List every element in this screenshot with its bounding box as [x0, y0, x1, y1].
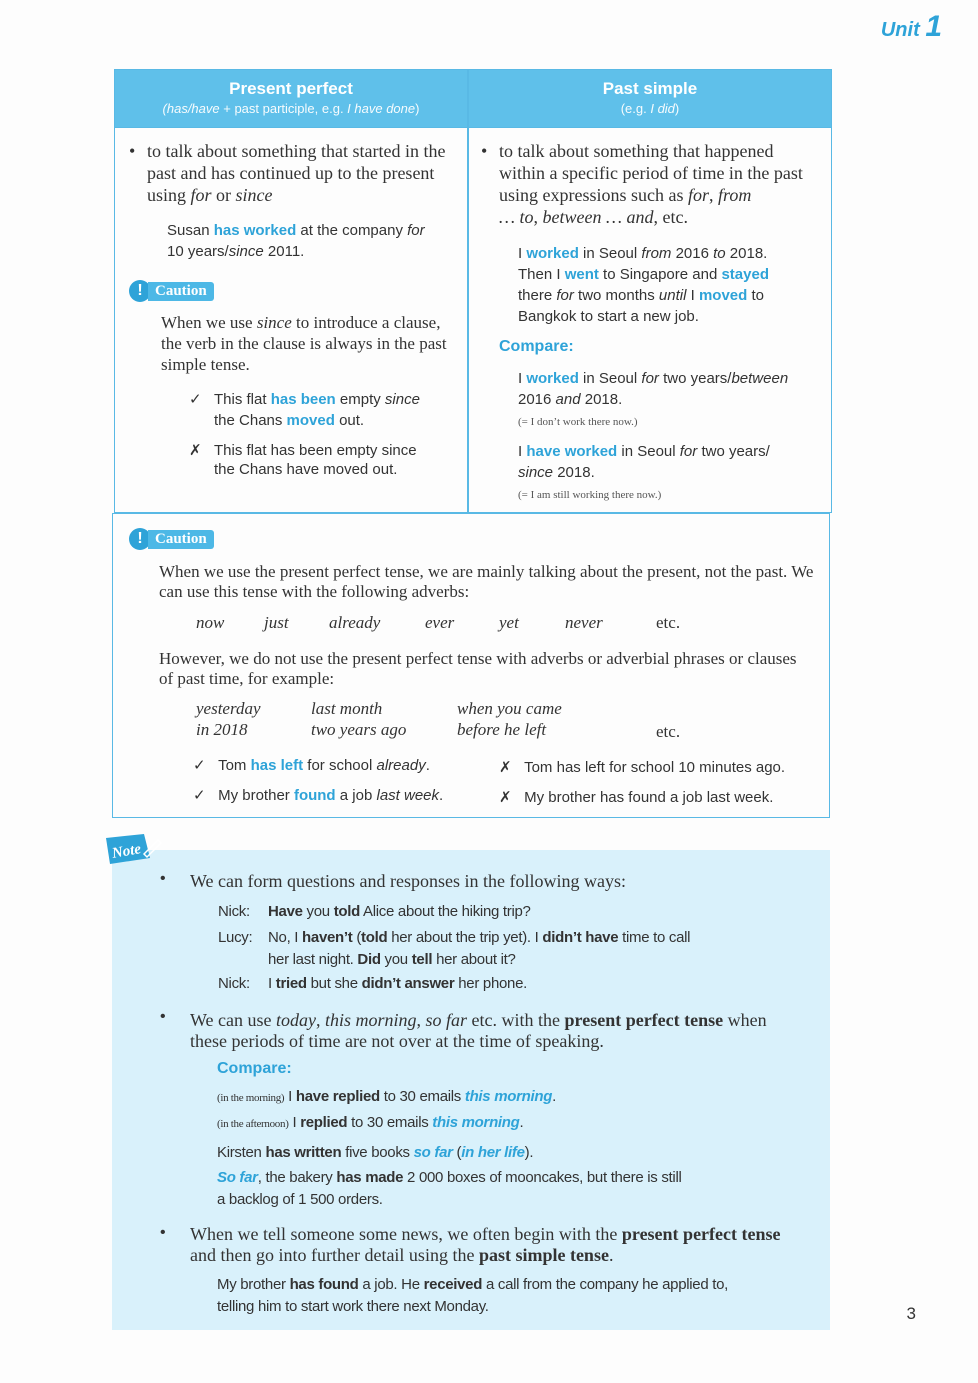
dialogue-speaker-nick-2: Nick: — [218, 975, 250, 992]
past-time-col-1: yesterday in 2018 — [196, 699, 261, 739]
correct-example: ✓ This flat has been empty since the Chans moved out. — [189, 391, 420, 429]
caution-text: When we use since to introduce a clause, the verb in the clause is always in the past simple tense. — [161, 313, 447, 374]
note-brother-example: My brother has found a job. He received a call from the company he applied to, telling him to start work there next Monday. — [217, 1276, 729, 1315]
note-kirsten-example: Kirsten has written five books so far (in her life). — [217, 1144, 534, 1161]
dialogue-speaker-lucy: Lucy: — [218, 929, 253, 946]
tense-comparison-table — [114, 69, 832, 513]
right-bullet: • to talk about something that happened within a specific period of time in the past using expressions such as for, from … to, between … and, etc. — [481, 141, 803, 227]
right-compare-1: I worked in Seoul for two years/between 2016 and 2018. (= I don’t work there now.) — [518, 370, 789, 428]
svg-text:Note: Note — [110, 841, 143, 862]
adverb-already: already — [329, 613, 381, 632]
right-compare-2: I have worked in Seoul for two years/ since 2018. (= I am still working there now.) — [518, 443, 770, 501]
note-pencil-icon — [104, 832, 162, 866]
cross-icon: ✗ — [499, 759, 512, 776]
adverb-now: now — [196, 613, 225, 632]
note-compare-1: (in the morning) I have replied to 30 emails this morning. — [217, 1088, 556, 1105]
present-perfect-header: Present perfect (has/have + past participle, e.g. I have done) — [115, 70, 467, 127]
caution-badge: ! Caution — [129, 528, 214, 550]
caution-para-2: However, we do not use the present perfect tense with adverbs or adverbial phrases or clauses of past time, for example: — [159, 649, 797, 688]
past-time-col-2: last month two years ago — [311, 699, 407, 739]
adverb-never: never — [565, 613, 603, 632]
note-bullet-3: When we tell someone some news, we often begin with the present perfect tense and then go into further detail using the past simple tense. — [190, 1224, 781, 1265]
caution-para-1: When we use the present perfect tense, we are mainly talking about the present, not the past. We can use this tense with the following adverbs: — [159, 562, 814, 601]
dialogue-speaker-nick-1: Nick: — [218, 903, 250, 920]
adverb-just: just — [264, 613, 289, 632]
dialogue-line-nick-2: I tried but she didn’t answer her phone. — [268, 975, 527, 992]
left-bullet: • to talk about something that started in the past and has continued up to the present using for or since — [129, 141, 446, 205]
past-time-col-3: when you came before he left — [457, 699, 562, 739]
right-example: I worked in Seoul from 2016 to 2018. Then I went to Singapore and stayed there for two months until I moved to Bangkok to start a new job. — [518, 245, 769, 325]
note-compare-2: (in the afternoon) I replied to 30 emails this morning. — [217, 1114, 524, 1131]
exclamation-icon: ! — [129, 280, 151, 302]
check-icon: ✓ — [189, 391, 202, 408]
bad-example-2: ✗ My brother has found a job last week. — [499, 789, 774, 806]
past-simple-header: Past simple (e.g. I did) — [469, 70, 831, 127]
bad-example-1: ✗ Tom has left for school 10 minutes ago. — [499, 759, 786, 776]
caution-box — [112, 513, 830, 818]
adverbs-etc: etc. — [656, 613, 681, 632]
note-compare-label: Compare: — [217, 1060, 292, 1077]
ok-example-2: ✓ My brother found a job last week. — [193, 787, 444, 804]
left-example: Susan has worked at the company for 10 years/since 2011. — [167, 222, 425, 260]
wrong-example: ✗ This flat has been empty since the Chans have moved out. — [189, 442, 417, 478]
note-bullet-1: We can form questions and responses in the following ways: — [190, 871, 626, 891]
note-bakery-example: So far, the bakery has made 2 000 boxes of mooncakes, but there is still a backlog of 1 500 orders. — [217, 1169, 682, 1208]
note-bullet-2: We can use today, this morning, so far etc. with the present perfect tense when these periods of time are not over at the time of speaking. — [190, 1010, 767, 1051]
ok-example-1: ✓ Tom has left for school already. — [193, 757, 430, 774]
cross-icon: ✗ — [189, 442, 202, 459]
caution-badge: ! Caution — [129, 280, 214, 302]
dialogue-line-nick-1: Have you told Alice about the hiking trip? — [268, 903, 531, 920]
check-icon: ✓ — [193, 787, 206, 804]
dialogue-line-lucy: No, I haven’t (told her about the trip yet). I didn’t have time to call her last night. Did you tell her about it? — [268, 929, 691, 968]
page-number: 3 — [906, 1304, 916, 1323]
adverb-yet: yet — [499, 613, 519, 632]
exclamation-icon: ! — [129, 528, 151, 550]
past-time-etc: etc. — [656, 722, 681, 741]
cross-icon: ✗ — [499, 789, 512, 806]
adverb-ever: ever — [425, 613, 455, 632]
compare-label: Compare: — [499, 338, 574, 355]
check-icon: ✓ — [193, 757, 206, 774]
unit-label: Unit 1 — [880, 10, 942, 43]
